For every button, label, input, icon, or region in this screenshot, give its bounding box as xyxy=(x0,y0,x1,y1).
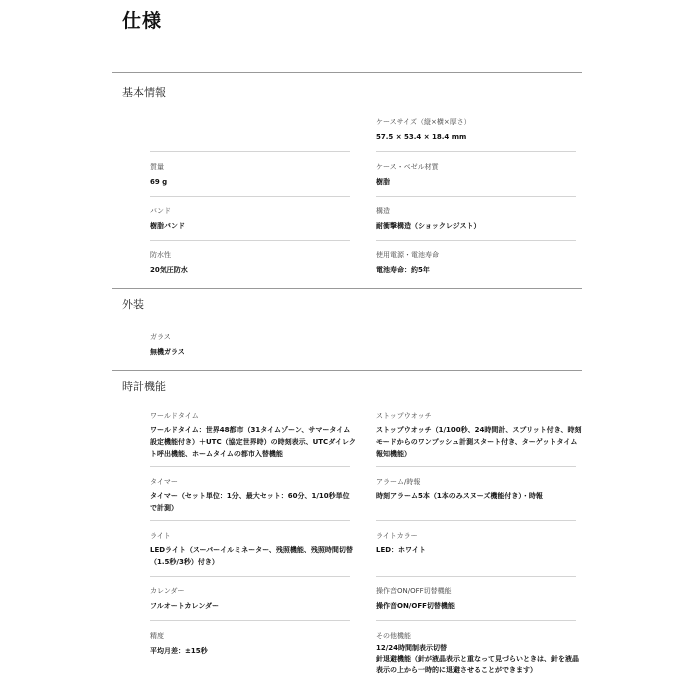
row-divider xyxy=(376,196,576,197)
light-value: LEDライト（スーパーイルミネーター、残照機能、残照時間切替（1.5秒/3秒）付き） xyxy=(150,546,353,566)
row-divider xyxy=(150,240,350,241)
section-divider xyxy=(112,288,582,289)
section-divider xyxy=(112,370,582,371)
water-resistance-value: 20気圧防水 xyxy=(150,266,188,274)
alarm-label: アラーム/時報 xyxy=(376,478,421,486)
band-label: バンド xyxy=(150,207,171,215)
world-time-value: ワールドタイム：世界48都市（31タイムゾーン、サマータイム設定機能付き）＋UTC（協定世界時）の時刻表示、UTCダイレクト呼出機能、ホームタイムの都市入替機能 xyxy=(150,426,356,458)
weight-value: 69 g xyxy=(150,178,168,186)
stopwatch-label: ストップウオッチ xyxy=(376,412,432,420)
case-material-label: ケース・ベゼル材質 xyxy=(376,163,439,171)
light-color-value: LED：ホワイト xyxy=(376,546,426,554)
water-resistance-label: 防水性 xyxy=(150,251,171,259)
structure-label: 構造 xyxy=(376,207,390,215)
row-divider xyxy=(376,620,576,621)
light-color-label: ライトカラー xyxy=(376,532,418,540)
sound-toggle-value: 操作音ON/OFF切替機能 xyxy=(376,602,455,610)
page-title: 仕様 xyxy=(122,10,163,32)
calendar-value: フルオートカレンダー xyxy=(150,602,220,610)
power-label: 使用電源・電池寿命 xyxy=(376,251,439,259)
accuracy-label: 精度 xyxy=(150,632,164,640)
row-divider xyxy=(150,576,350,577)
power-value: 電池寿命：約5年 xyxy=(376,266,430,274)
light-label: ライト xyxy=(150,532,171,540)
case-size-value: 57.5 × 53.4 × 18.4 mm xyxy=(376,133,467,141)
glass-label: ガラス xyxy=(150,333,171,341)
row-divider xyxy=(150,620,350,621)
timer-value: タイマー（セット単位：1分、最大セット：60分、1/10秒単位で計測） xyxy=(150,492,350,512)
case-material-value: 樹脂 xyxy=(376,178,390,186)
row-divider xyxy=(376,151,576,152)
row-divider xyxy=(376,466,576,467)
section-heading-clock: 時計機能 xyxy=(122,380,166,393)
sound-toggle-label: 操作音ON/OFF切替機能 xyxy=(376,587,452,595)
weight-label: 質量 xyxy=(150,163,164,171)
glass-value: 無機ガラス xyxy=(150,348,185,356)
row-divider xyxy=(376,520,576,521)
other-functions-value: 12/24時間制表示切替 針退避機能（針が液晶表示と重なって見づらいときは、針を液晶表示の上から一時的に退避させることができます） xyxy=(376,644,579,674)
calendar-label: カレンダー xyxy=(150,587,185,595)
case-size-label: ケースサイズ（縦×横×厚さ） xyxy=(376,118,471,126)
band-value: 樹脂バンド xyxy=(150,222,185,230)
row-divider xyxy=(150,520,350,521)
accuracy-value: 平均月差：±15秒 xyxy=(150,647,208,655)
timer-label: タイマー xyxy=(150,478,178,486)
row-divider xyxy=(150,466,350,467)
structure-value: 耐衝撃構造（ショックレジスト） xyxy=(376,222,481,230)
alarm-value: 時刻アラーム5本（1本のみスヌーズ機能付き）・時報 xyxy=(376,492,543,500)
section-heading-exterior: 外装 xyxy=(122,298,144,311)
section-heading-basic: 基本情報 xyxy=(122,86,166,99)
stopwatch-value: ストップウオッチ（1/100秒、24時間計、スプリット付き、時刻モードからのワンプッシュ計測スタート付き、ターゲットタイム報知機能） xyxy=(376,426,582,458)
row-divider xyxy=(150,151,350,152)
row-divider xyxy=(376,240,576,241)
world-time-label: ワールドタイム xyxy=(150,412,199,420)
other-functions-label: その他機能 xyxy=(376,632,411,640)
title-divider xyxy=(112,72,582,73)
row-divider xyxy=(376,576,576,577)
row-divider xyxy=(150,196,350,197)
